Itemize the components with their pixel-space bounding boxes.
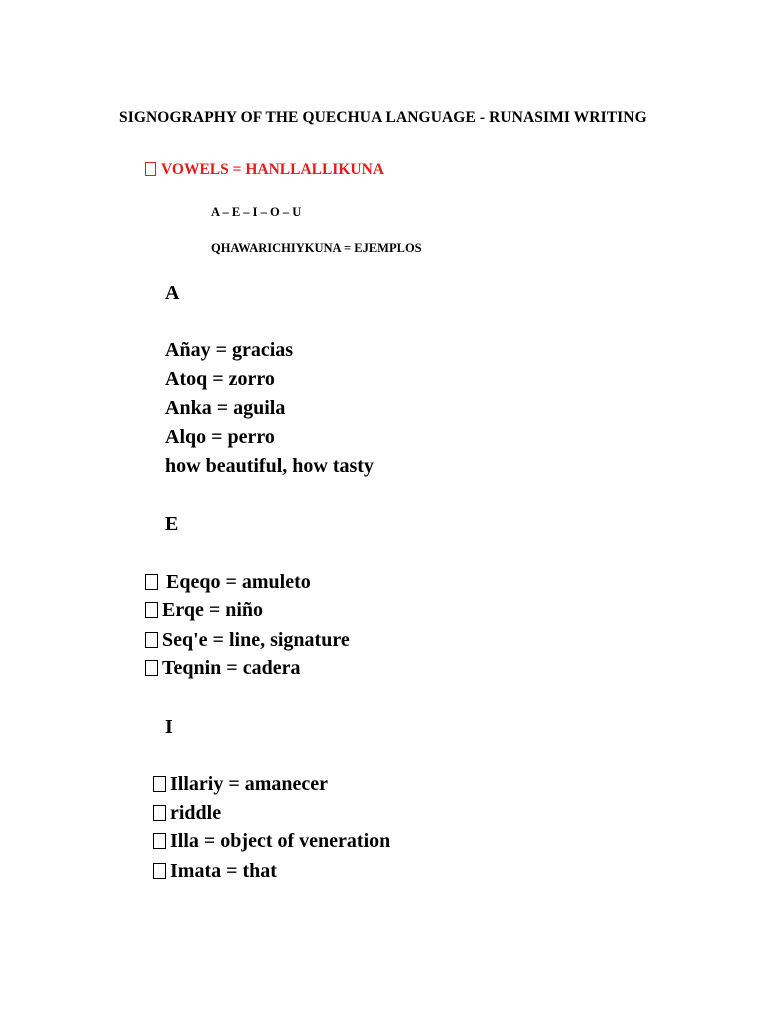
bulleted-word-item: Seq'e = line, signature: [145, 629, 350, 652]
page-title: SIGNOGRAPHY OF THE QUECHUA LANGUAGE - RUNASIMI WRITING: [119, 109, 647, 126]
vowel-list: A – E – I – O – U: [211, 205, 302, 219]
word-item: Anka = aguila: [165, 397, 286, 419]
bullet-icon: [145, 574, 158, 590]
bullet-icon: [153, 863, 166, 879]
section-letter-i: I: [165, 716, 173, 738]
bulleted-word-item: riddle: [153, 802, 221, 825]
bullet-icon: [145, 632, 158, 648]
vowels-heading: [145, 161, 384, 179]
vowels-heading-text: VOWELS = HANLLALLIKUNA: [161, 161, 384, 178]
bullet-icon: [153, 776, 166, 792]
bullet-icon: [153, 805, 166, 821]
bulleted-word-item: Erqe = niño: [145, 599, 263, 622]
bulleted-word-item: Imata = that: [153, 860, 277, 883]
word-item: Añay = gracias: [165, 339, 294, 361]
bulleted-word-item: Illariy = amanecer: [153, 773, 328, 796]
section-letter-a: A: [165, 282, 180, 304]
bulleted-word-item: Teqnin = cadera: [145, 657, 300, 680]
word-item: how beautiful, how tasty: [165, 455, 374, 477]
bullet-icon: [145, 162, 156, 176]
bullet-icon: [145, 660, 158, 676]
section-letter-e: E: [165, 513, 179, 535]
bulleted-word-item: Illa = object of veneration: [153, 830, 390, 853]
examples-label: QHAWARICHIYKUNA = EJEMPLOS: [211, 241, 422, 255]
word-item: Alqo = perro: [165, 426, 275, 448]
bullet-icon: [145, 602, 158, 618]
word-item: Atoq = zorro: [165, 368, 275, 390]
bullet-icon: [153, 833, 166, 849]
bulleted-word-item: Eqeqo = amuleto: [145, 571, 311, 594]
